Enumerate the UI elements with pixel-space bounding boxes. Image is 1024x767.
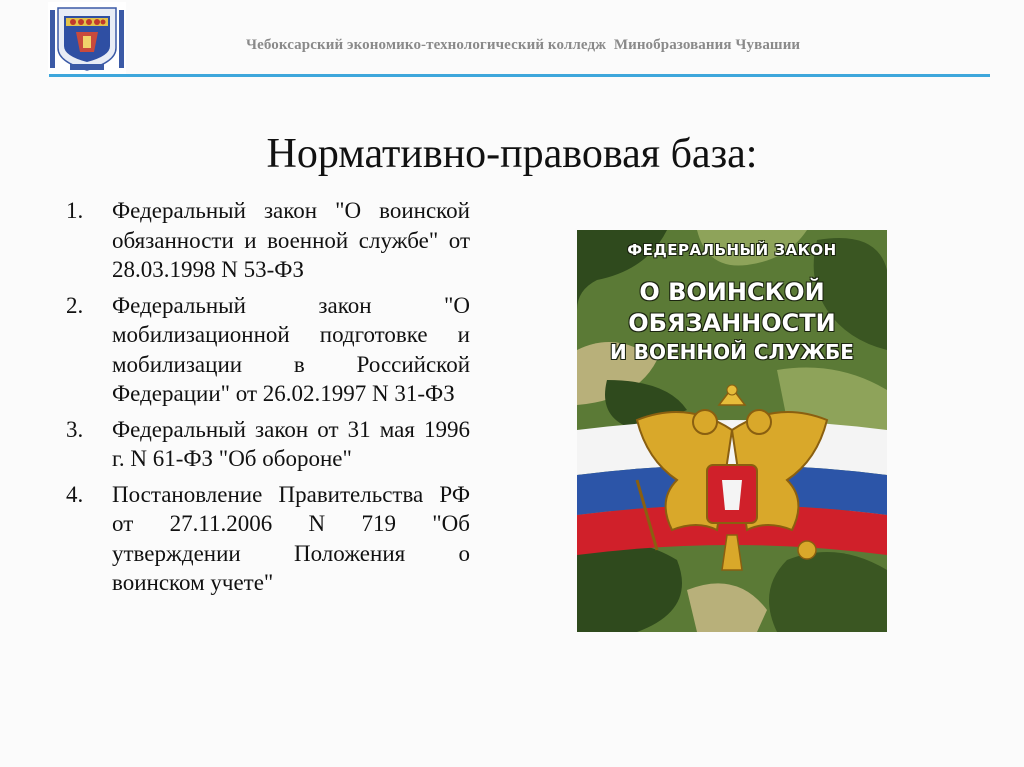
book-cover-title-line-1: О ВОИНСКОЙ — [639, 278, 825, 306]
header-divider — [49, 74, 990, 77]
book-cover-subtitle: ФЕДЕРАЛЬНЫЙ ЗАКОН — [627, 241, 837, 259]
list-item-number: 3. — [66, 416, 84, 442]
list-item — [66, 291, 470, 409]
list-item — [66, 480, 470, 598]
book-cover-image — [577, 230, 887, 632]
list-item-text: Федеральный закон от 31 мая 1996 г. N 61-ФЗ "Об обороне" — [112, 416, 470, 471]
list-item — [66, 415, 470, 474]
list-item-number: 1. — [66, 198, 84, 223]
book-cover-title-line-3: И ВОЕННОЙ СЛУЖБЕ — [610, 340, 854, 364]
list-item — [66, 196, 470, 285]
list-item-text: Федеральный закон "О воинской обязанности и военной службе" от 28.03.1998 N 53-ФЗ — [112, 198, 470, 282]
college-header: Чебоксарский экономико-технологический колледж Минобразования Чувашии — [246, 37, 801, 53]
list-item-text: Федеральный закон "О мобилизационной подготовке и мобилизации в Российской Федерации" от 26.02.1997 N 31-ФЗ — [112, 292, 470, 406]
book-cover-title-line-2: ОБЯЗАННОСТИ — [628, 309, 836, 337]
college-emblem-icon — [48, 2, 126, 74]
list-item-text: Постановление Правительства РФ от 27.11.2006 N 719 "Об утверждении Положения о воинском учете" — [112, 481, 470, 595]
laws-list — [66, 196, 470, 604]
list-item-number: 2. — [66, 292, 84, 318]
page-title: Нормативно-правовая база: — [266, 131, 758, 177]
list-item-number: 4. — [66, 481, 84, 507]
